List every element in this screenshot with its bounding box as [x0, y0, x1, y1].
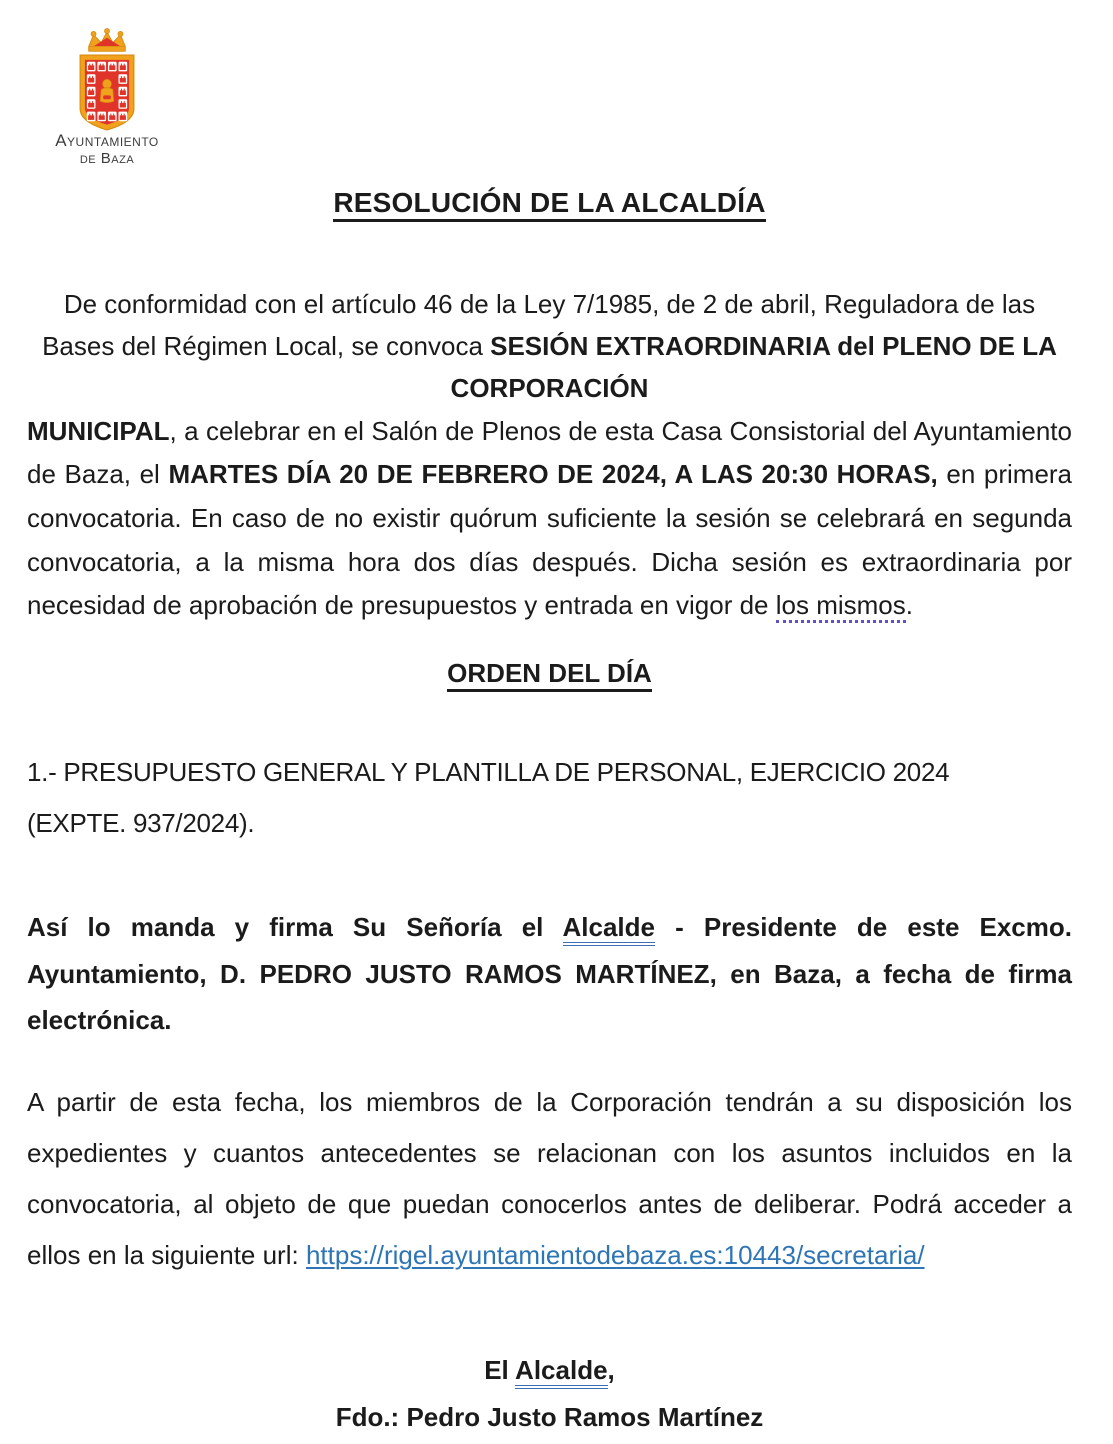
spellcheck-underlined-text: los mismos	[776, 590, 906, 623]
body-text-3: .	[905, 590, 913, 621]
closing-role-line	[27, 1347, 1072, 1394]
grammar-underlined-alcalde: Alcalde	[563, 912, 656, 946]
closing-text-2: ,	[607, 1354, 615, 1385]
signature-text-1: Así lo manda y firma Su Señoría el	[27, 912, 563, 943]
grammar-underlined-alcalde-closing: Alcalde	[515, 1355, 608, 1389]
convocation-paragraph	[27, 410, 1072, 628]
central-emblem-icon	[100, 79, 113, 102]
municipality-logo	[37, 28, 177, 167]
municipality-name-line2: de Baza	[79, 149, 135, 167]
baza-coat-of-arms-icon	[59, 28, 155, 132]
intro-paragraph	[27, 283, 1072, 409]
crown-icon	[89, 29, 125, 52]
secretaria-url-link[interactable]: https://rigel.ayuntamientodebaza.es:10443/secretaria/	[305, 1239, 925, 1270]
signed-by-line: Fdo.: Pedro Justo Ramos Martínez	[335, 1401, 764, 1432]
document-title: RESOLUCIÓN DE LA ALCALDÍA	[27, 187, 1072, 219]
body-text-2: en primera convocatoria. En caso de no existir quórum suficiente la sesión se celebrará en segunda convocatoria, a la misma hora dos días después. Dicha sesión es extraordinaria por necesidad de aprobación de presupuestos y entrada en vigor de	[27, 459, 1073, 621]
municipality-name	[37, 132, 177, 167]
closing-text-1: El	[484, 1354, 516, 1385]
access-text: A partir de esta fecha, los miembros de la Corporación tendrán a su disposición los expedientes y cuantos antecedentes se relacionan con los asuntos incluidos en la convocatoria, al objeto de que puedan conocerlos antes de deliberar. Podrá acceder a ellos en la siguiente url:	[27, 1087, 1072, 1270]
body-bold-date: MARTES DÍA 20 DE FEBRERO DE 2024, A LAS 20:30 HORAS,	[168, 459, 938, 490]
signature-text-2: - Presidente de este Excmo. Ayuntamiento, D. PEDRO JUSTO RAMOS MARTÍNEZ, en Baza, a fecha de firma electrónica.	[27, 912, 1072, 1035]
intro-text: De conformidad con el artículo 46 de la Ley 7/1985, de 2 de abril, Reguladora de las Bases del Régimen Local, se convoca	[42, 289, 1036, 362]
body-text-1: , a celebrar en el Salón de Plenos de esta Casa Consistorial del Ayuntamiento de Baza, el	[27, 415, 1072, 490]
closing-signature-block	[27, 1347, 1072, 1441]
body-bold-municipal: MUNICIPAL	[27, 415, 170, 446]
municipality-name-line1: Ayuntamiento	[55, 131, 159, 150]
access-paragraph	[27, 1077, 1072, 1281]
agenda-heading: ORDEN DEL DÍA	[27, 658, 1072, 689]
agenda-item-1: 1.- PRESUPUESTO GENERAL Y PLANTILLA DE PERSONAL, EJERCICIO 2024 (EXPTE. 937/2024).	[27, 756, 950, 838]
intro-bold-session: SESIÓN EXTRAORDINARIA del PLENO DE LA CORPORACIÓN	[450, 331, 1057, 404]
signature-order-paragraph	[27, 904, 1072, 1043]
